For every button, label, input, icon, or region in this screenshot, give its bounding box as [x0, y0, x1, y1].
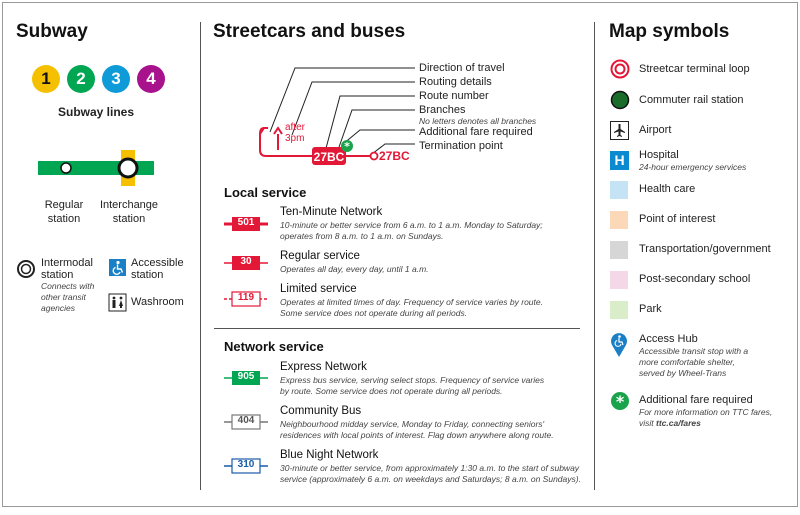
- hospital-icon: H: [610, 151, 629, 170]
- route-badge: 27BC: [313, 150, 345, 164]
- badge-text-30: 30: [240, 256, 252, 267]
- transport-label: Transportation/government: [639, 243, 771, 255]
- access-hub-icon: [610, 332, 628, 358]
- subway-line-4: 4: [137, 65, 165, 93]
- additional-fare-label: Additional fare required: [639, 394, 753, 406]
- blue-night-desc: 30-minute or better service, from approximately 1:30 a.m. to the start of subway service (approximately 6 a.m. on weekdays and Saturdays; 8 a.m. on Sundays).: [280, 463, 581, 484]
- label-termination: Termination point: [419, 140, 503, 152]
- express-title: Express Network: [280, 361, 367, 373]
- label-additional-fare: Additional fare required: [419, 126, 533, 138]
- local-service-title: Local service: [224, 185, 307, 200]
- commuter-rail-label: Commuter rail station: [639, 94, 744, 106]
- health-care-swatch: [610, 181, 628, 199]
- airport-icon: [610, 121, 629, 140]
- community-desc: Neighbourhood midday service, Monday to Friday, connecting seniors' residences with local points of interest. Flag down anywhere along route.: [280, 419, 554, 440]
- washroom-label: Washroom: [131, 296, 184, 308]
- access-hub-label: Access Hub: [639, 333, 698, 345]
- subway-line-1: 1: [32, 65, 60, 93]
- label-route-number: Route number: [419, 90, 489, 102]
- route-end-label: 27BC: [379, 149, 410, 163]
- fare-url-link[interactable]: ttc.ca/fares: [656, 418, 701, 428]
- postsec-label: Post-secondary school: [639, 273, 751, 285]
- map-symbols-title: Map symbols: [609, 21, 730, 42]
- washroom-icon: [109, 294, 126, 311]
- terminal-loop-label: Streetcar terminal loop: [639, 63, 750, 75]
- poi-swatch: [610, 211, 628, 229]
- park-swatch: [610, 301, 628, 319]
- intermodal-label: Intermodal station: [41, 257, 93, 281]
- regular-station-label: Regular station: [44, 199, 84, 225]
- streetcars-title: Streetcars and buses: [213, 21, 406, 42]
- label-branches-note: No letters denotes all branches: [419, 116, 537, 126]
- health-care-label: Health care: [639, 183, 696, 195]
- divider-1: [200, 22, 201, 490]
- badge-text-905: 905: [237, 371, 255, 382]
- commuter-rail-icon: [610, 90, 630, 110]
- label-direction: Direction of travel: [419, 62, 505, 74]
- hospital-desc: 24-hour emergency services: [639, 162, 747, 172]
- terminal-loop-icon: [610, 59, 630, 79]
- additional-fare-icon: [610, 391, 630, 411]
- svg-text:*: *: [615, 392, 625, 411]
- subway-station-diagram: [38, 150, 158, 190]
- interchange-station-label: Interchange station: [99, 199, 159, 225]
- postsec-swatch: [610, 271, 628, 289]
- subway-title: Subway: [16, 21, 88, 42]
- community-title: Community Bus: [280, 405, 362, 417]
- after-3pm-label: after 3pm: [285, 122, 306, 144]
- network-service-title: Network service: [224, 339, 324, 354]
- accessible-label: Accessible station: [131, 257, 184, 281]
- badge-text-310: 310: [237, 459, 255, 470]
- label-routing: Routing details: [419, 76, 492, 88]
- poi-label: Point of interest: [639, 213, 716, 225]
- badge-text-404: 404: [237, 415, 255, 426]
- limited-service-desc: Operates at limited times of day. Frequency of service varies by route. Some service does not operate during all periods.: [280, 297, 543, 318]
- access-hub-desc: Accessible transit stop with a more comfortable shelter, served by Wheel-Trans: [639, 346, 749, 378]
- additional-fare-desc: For more information on TTC fares, visit ttc.ca/fares: [639, 407, 773, 428]
- badge-text-501: 501: [237, 217, 255, 228]
- limited-service-title: Limited service: [280, 283, 357, 295]
- svg-text:*: *: [344, 140, 350, 153]
- subway-line-3: 3: [102, 65, 130, 93]
- label-branches: Branches: [419, 104, 466, 116]
- express-desc: Express bus service, serving select stops. Frequency of service varies by route. Some service does not operate during all periods.: [280, 375, 545, 396]
- park-label: Park: [639, 303, 662, 315]
- regular-service-title: Regular service: [280, 250, 360, 262]
- intermodal-icon: [16, 259, 36, 279]
- subway-lines-label: Subway lines: [58, 105, 135, 119]
- subway-line-2: 2: [67, 65, 95, 93]
- blue-night-title: Blue Night Network: [280, 449, 379, 461]
- intermodal-desc: Connects with other transit agencies: [41, 281, 95, 313]
- transport-swatch: [610, 241, 628, 259]
- hospital-label: Hospital: [639, 149, 679, 161]
- accessible-icon: [109, 259, 126, 276]
- airport-label: Airport: [639, 124, 672, 136]
- section-divider: [214, 328, 580, 329]
- ten-minute-desc: 10-minute or better service from 6 a.m. to 1 a.m. Monday to Saturday; operates from 8 a.m. to 1 a.m. on Sundays.: [280, 220, 543, 241]
- regular-service-desc: Operates all day, every day, until 1 a.m.: [280, 264, 429, 274]
- badge-text-119: 119: [237, 292, 255, 303]
- divider-2: [594, 22, 595, 490]
- ten-minute-title: Ten-Minute Network: [280, 206, 383, 218]
